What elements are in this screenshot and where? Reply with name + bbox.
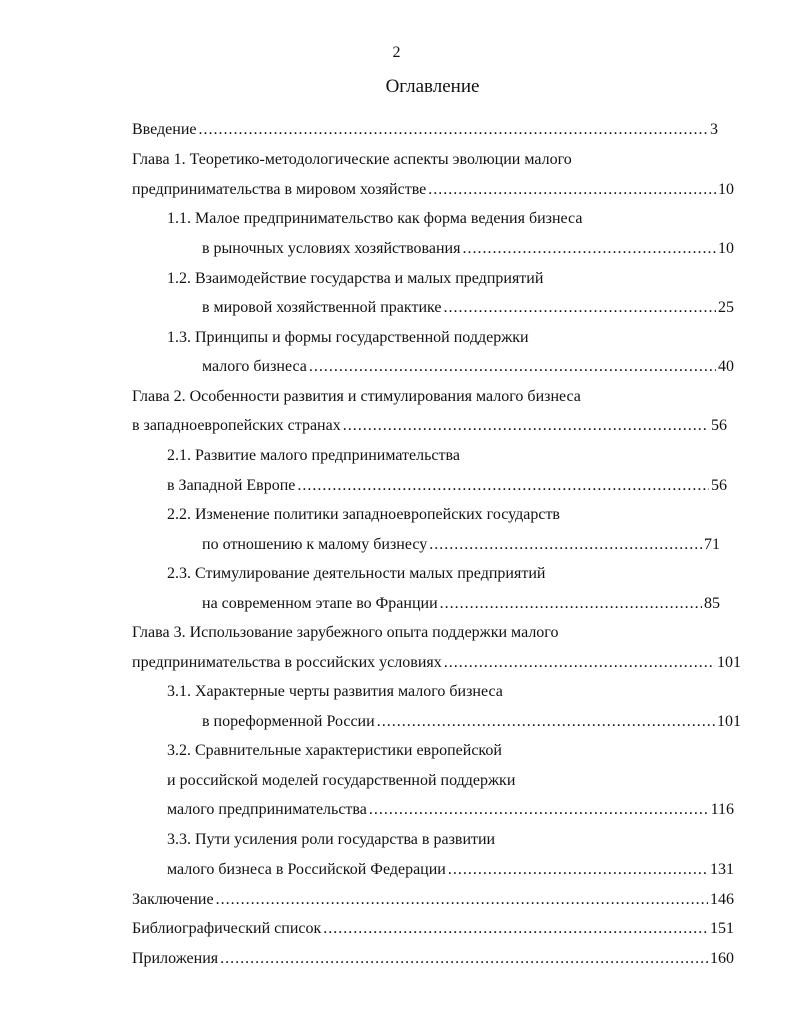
toc-section-3-2-title[interactable]: 3.2. Сравнительные характеристики европейской (167, 742, 502, 759)
toc-entry-appendix[interactable] (132, 948, 734, 970)
toc-entry-section-3-1[interactable] (202, 711, 741, 733)
toc-entry-label: Введение (132, 121, 197, 138)
leader-dots (297, 475, 709, 497)
toc-page-number: 10 (718, 240, 734, 257)
leader-dots (369, 799, 709, 821)
toc-entry-label: малого предпринимательства (167, 801, 367, 818)
toc-entry-label: малого бизнеса (202, 358, 307, 375)
toc-section-2-1-title[interactable]: 2.1. Развитие малого предпринимательства (167, 447, 460, 464)
toc-entry-label: в западноевропейских странах (132, 417, 341, 434)
toc-entry-label: в рыночных условиях хозяйствования (202, 240, 461, 257)
toc-section-3-3-title[interactable]: 3.3. Пути усиления роли государства в развитии (167, 831, 496, 848)
leader-dots (309, 356, 716, 378)
toc-section-2-3-title[interactable]: 2.3. Стимулирование деятельности малых предприятий (167, 565, 546, 582)
toc-entry-label: в мировой хозяйственной практике (202, 299, 442, 316)
toc-page-number: 116 (710, 801, 734, 818)
toc-page-number: 56 (711, 417, 727, 434)
toc-page-number: 40 (718, 358, 734, 375)
toc-page-number: 151 (710, 920, 734, 937)
leader-dots (377, 711, 715, 733)
toc-chapter-3-title[interactable]: Глава 3. Использование зарубежного опыта поддержки малого (132, 624, 559, 641)
toc-entry-section-1-1[interactable] (202, 238, 734, 260)
toc-page-number: 71 (704, 536, 720, 553)
toc-section-2-2-title[interactable]: 2.2. Изменение политики западноевропейских государств (167, 506, 560, 523)
toc-entry-conclusion[interactable] (132, 889, 734, 911)
toc-entry-label: Приложения (132, 950, 219, 967)
toc-entry-label: по отношению к малому бизнесу (202, 536, 428, 553)
leader-dots (429, 534, 702, 556)
toc-entry-label: Заключение (132, 891, 214, 908)
toc-section-1-3-title[interactable]: 1.3. Принципы и формы государственной поддержки (167, 329, 529, 346)
toc-entry-chapter-1[interactable] (132, 179, 734, 201)
toc-entry-label: на современном этапе во Франции (202, 595, 438, 612)
toc-entry-label: в пореформенной России (202, 713, 375, 730)
toc-entry-section-1-2[interactable] (202, 297, 734, 319)
toc-chapter-2-title[interactable]: Глава 2. Особенности развития и стимулирования малого бизнеса (132, 388, 581, 405)
toc-entry-label: малого бизнеса в Российской Федерации (167, 861, 446, 878)
leader-dots (462, 238, 716, 260)
page-number: 2 (392, 44, 401, 61)
toc-entry-label: предпринимательства в российских условиях (132, 654, 442, 671)
toc-chapter-1-title[interactable]: Глава 1. Теоретико-методологические аспекты эволюции малого (132, 151, 572, 168)
toc-entry-section-2-1[interactable] (167, 475, 727, 497)
toc-entry-section-2-3[interactable] (202, 593, 720, 615)
leader-dots (220, 948, 708, 970)
toc-entry-label: Библиографический список (132, 920, 322, 937)
leader-dots (448, 859, 708, 881)
leader-dots (428, 179, 716, 201)
leader-dots (323, 918, 708, 940)
toc-entry-chapter-3[interactable] (132, 652, 741, 674)
toc-entry-section-3-3[interactable] (167, 859, 734, 881)
toc-entry-section-2-2[interactable] (202, 534, 720, 556)
toc-page-number: 56 (711, 477, 727, 494)
toc-section-3-2-title-cont[interactable]: и российской моделей государственной поддержки (167, 772, 516, 789)
toc-section-3-1-title[interactable]: 3.1. Характерные черты развития малого бизнеса (167, 683, 503, 700)
toc-page-number: 85 (704, 595, 720, 612)
toc-entry-intro[interactable] (132, 119, 718, 141)
toc-page-number: 3 (710, 121, 718, 138)
leader-dots (443, 297, 716, 319)
toc-page-number: 25 (718, 299, 734, 316)
toc-section-1-1-title[interactable]: 1.1. Малое предпринимательство как форма ведения бизнеса (167, 210, 583, 227)
toc-page-number: 146 (710, 891, 734, 908)
toc-page-number: 10 (718, 181, 734, 198)
leader-dots (199, 119, 709, 141)
toc-entry-bibliography[interactable] (132, 918, 734, 940)
toc-entry-chapter-2[interactable] (132, 415, 727, 437)
toc-page-number: 101 (717, 654, 741, 671)
toc-entry-label: в Западной Европе (167, 477, 296, 494)
page-title: Оглавление (385, 76, 480, 97)
toc-entry-label: предпринимательства в мировом хозяйстве (132, 181, 427, 198)
leader-dots (216, 889, 708, 911)
leader-dots (440, 593, 702, 615)
toc-page-number: 160 (710, 950, 734, 967)
toc-section-1-2-title[interactable]: 1.2. Взаимодействие государства и малых предприятий (167, 270, 544, 287)
leader-dots (343, 415, 709, 437)
leader-dots (444, 652, 715, 674)
toc-entry-section-1-3[interactable] (202, 356, 734, 378)
toc-page-number: 131 (710, 861, 734, 878)
toc-entry-section-3-2[interactable] (167, 799, 734, 821)
toc-page-number: 101 (717, 713, 741, 730)
